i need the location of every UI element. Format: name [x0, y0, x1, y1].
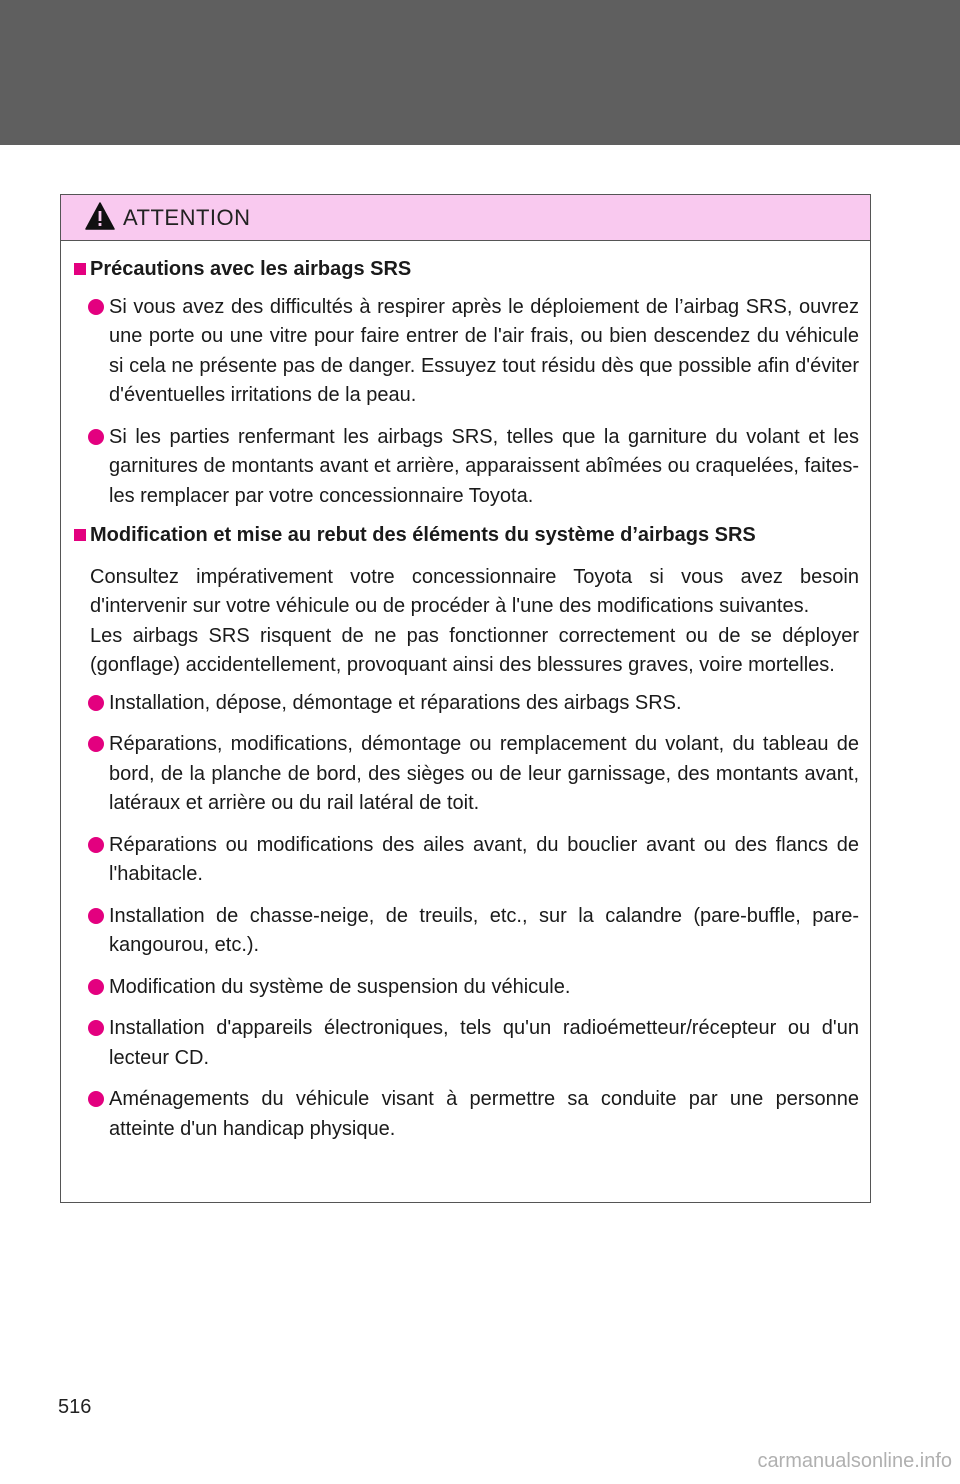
round-bullet-icon [88, 695, 104, 711]
round-bullet-icon [88, 908, 104, 924]
square-bullet-icon [74, 529, 86, 541]
list-item: Si vous avez des difficultés à respirer après le déploiement de l’airbag SRS, ouvrez une porte ou une vitre pour faire entrer de l'air frais, ou bien descendez du véhicule si cela ne présente pas de danger. Essuyez tout résidu dès que possible afin d'éviter d'éventuelles irritations de la peau. [74, 293, 859, 411]
watermark: carmanualsonline.info [757, 1450, 952, 1472]
list-item: Installation, dépose, démontage et réparations des airbags SRS. [74, 689, 859, 719]
round-bullet-icon [88, 837, 104, 853]
list-item: Installation d'appareils électroniques, tels qu'un radioémetteur/récepteur ou d'un lecteur CD. [74, 1014, 859, 1073]
round-bullet-icon [88, 736, 104, 752]
list-item: Réparations, modifications, démontage ou remplacement du volant, du tableau de bord, de la planche de bord, des sièges ou de leur garnissage, des montants avant, latéraux et arrière ou du rail latéral de toit. [74, 730, 859, 819]
list-item: Modification du système de suspension du véhicule. [74, 973, 859, 1003]
section-title-precautions: Précautions avec les airbags SRS [74, 255, 859, 285]
round-bullet-icon [88, 1020, 104, 1036]
list-item: Aménagements du véhicule visant à permettre sa conduite par une personne atteinte d'un handicap physique. [74, 1085, 859, 1144]
round-bullet-icon [88, 429, 104, 445]
list-item: Réparations ou modifications des ailes avant, du bouclier avant ou des flancs de l'habitacle. [74, 831, 859, 890]
section-paragraph: Consultez impérativement votre concessionnaire Toyota si vous avez besoin d'intervenir sur votre véhicule ou de procéder à l'une des modifications suivantes. Les airbags SRS risquent de ne pas fonctionner correctement ou de se déployer (gonflage) accidentellement, provoquant ainsi des blessures graves, voire mortelles. [90, 565, 859, 676]
page-number: 516 [58, 1396, 92, 1418]
top-header-band [0, 0, 960, 145]
round-bullet-icon [88, 1091, 104, 1107]
square-bullet-icon [74, 263, 86, 275]
attention-title: ATTENTION [123, 204, 251, 230]
round-bullet-icon [88, 299, 104, 315]
section-title-modification: Modification et mise au rebut des éléments du système d’airbags SRS [74, 521, 859, 551]
round-bullet-icon [88, 979, 104, 995]
attention-box [60, 194, 871, 1203]
attention-content [61, 241, 870, 1144]
list-item: Si les parties renfermant les airbags SRS, telles que la garniture du volant et les garnitures de montants avant et arrière, apparaissent abîmées ou craquelées, faites-les remplacer par votre concessionnaire Toyota. [74, 423, 859, 512]
list-item: Installation de chasse-neige, de treuils, etc., sur la calandre (pare-buffle, pare-kangourou, etc.). [74, 902, 859, 961]
attention-header [61, 195, 870, 241]
warning-triangle-icon [85, 202, 115, 230]
